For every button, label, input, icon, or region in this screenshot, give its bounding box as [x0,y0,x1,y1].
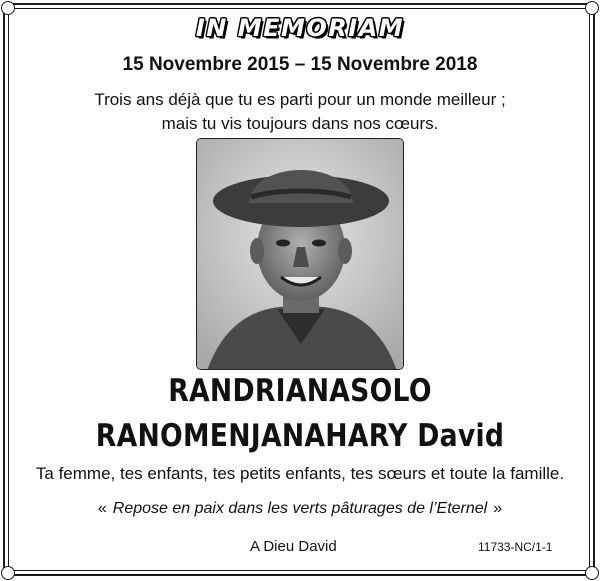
notice-title: IN MEMORIAM [195,14,405,42]
corner-ornament-bottom-right [585,566,599,580]
portrait-illustration [197,139,404,370]
message-line-1: Trois ans déjà que tu es parti pour un monde meilleur ; [94,90,506,109]
corner-ornament-bottom-left [1,566,15,580]
deceased-surname: RANDRIANASOLO [168,373,432,409]
memorial-dates: 15 Novembre 2015 – 15 Novembre 2018 [122,54,478,75]
corner-ornament-top-right [585,1,599,15]
quote-close-mark: » [493,500,503,517]
family-signature: Ta femme, tes enfants, tes petits enfants, tes sœurs et toute la famille. [35,464,565,483]
memorial-message [0,88,600,136]
quote-open-mark: « [97,500,107,517]
message-line-2: mais tu vis toujours dans nos cœurs. [161,114,439,133]
memorial-quote [0,500,600,518]
reference-number: 11733-NC/1-1 [478,540,553,554]
portrait-photo [196,138,404,370]
corner-ornament-top-left [1,1,15,15]
quote-text: Repose en paix dans les verts pâturages de l’Eternel [112,500,488,517]
farewell-text: A Dieu David [250,538,337,555]
deceased-given-name: RANOMENJANAHARY David [95,418,505,454]
